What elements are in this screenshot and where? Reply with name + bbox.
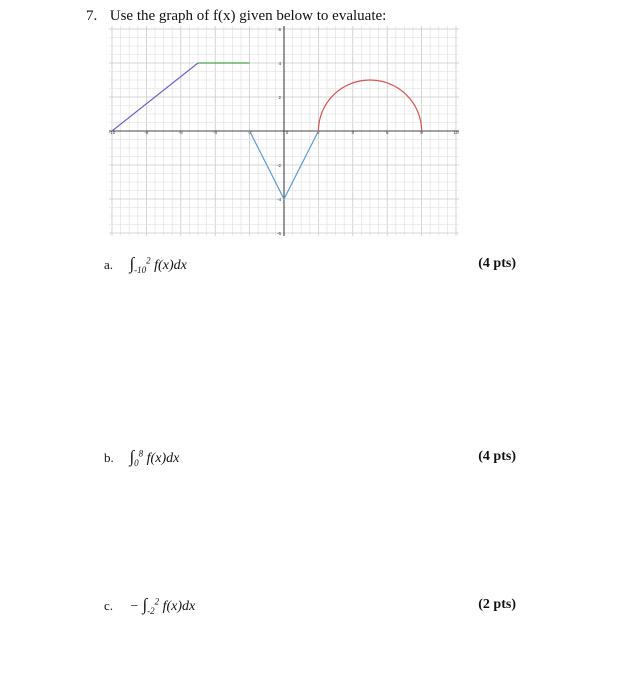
x-tick-label: -4 bbox=[213, 130, 218, 135]
question-header bbox=[86, 8, 386, 25]
part-b-integrand: f(x)dx bbox=[146, 451, 180, 466]
x-tick-label: -6 bbox=[178, 130, 183, 135]
integral-sign: ∫ bbox=[129, 447, 135, 466]
x-tick-label: -2 bbox=[247, 130, 252, 135]
part-c-prefix: − bbox=[129, 599, 139, 614]
part-b-label: b. bbox=[104, 450, 114, 465]
part-b bbox=[104, 447, 179, 468]
part-c-label: c. bbox=[104, 598, 114, 613]
part-a-points: (4 pts) bbox=[478, 256, 516, 271]
y-tick-label: -6 bbox=[276, 231, 281, 236]
x-tick-label: 10 bbox=[453, 130, 459, 135]
x-tick-label: 4 bbox=[351, 130, 355, 135]
y-tick-label: 2 bbox=[278, 95, 281, 100]
y-tick-label: -4 bbox=[276, 197, 281, 202]
y-tick-label: -2 bbox=[276, 163, 281, 168]
part-b-points: (4 pts) bbox=[478, 449, 516, 464]
part-c-upper-limit: 2 bbox=[154, 596, 160, 607]
part-a bbox=[104, 254, 187, 275]
part-a-label: a. bbox=[104, 257, 114, 272]
x-tick-label: -8 bbox=[144, 130, 149, 135]
part-b-upper-limit: 8 bbox=[138, 448, 144, 459]
function-graph bbox=[106, 25, 462, 237]
question-number: 7. bbox=[86, 8, 98, 24]
part-c-points: (2 pts) bbox=[478, 597, 516, 612]
x-tick-label: -10 bbox=[108, 130, 116, 135]
x-tick-label: 8 bbox=[420, 130, 423, 135]
part-c-integral bbox=[129, 595, 196, 616]
x-tick-label: 2 bbox=[317, 130, 320, 135]
integral-sign: ∫ bbox=[142, 595, 148, 614]
part-a-integrand: f(x)dx bbox=[154, 258, 187, 273]
x-tick-label: 6 bbox=[385, 130, 389, 135]
x-tick-label: 0 bbox=[285, 130, 289, 135]
y-tick-label: 6 bbox=[278, 27, 281, 32]
part-c-lower-limit: -2 bbox=[147, 605, 155, 616]
part-b-lower-limit: 0 bbox=[134, 457, 139, 468]
y-tick-label: 4 bbox=[278, 61, 281, 66]
question-prompt: Use the graph of f(x) given below to evaluate: bbox=[109, 8, 387, 24]
part-c-integrand: f(x)dx bbox=[162, 599, 196, 614]
part-c bbox=[104, 595, 195, 616]
integral-sign: ∫ bbox=[129, 254, 135, 273]
part-a-integral bbox=[129, 254, 187, 275]
part-b-integral bbox=[129, 447, 180, 468]
part-a-upper-limit: 2 bbox=[146, 255, 151, 266]
part-a-lower-limit: -10 bbox=[134, 264, 147, 275]
